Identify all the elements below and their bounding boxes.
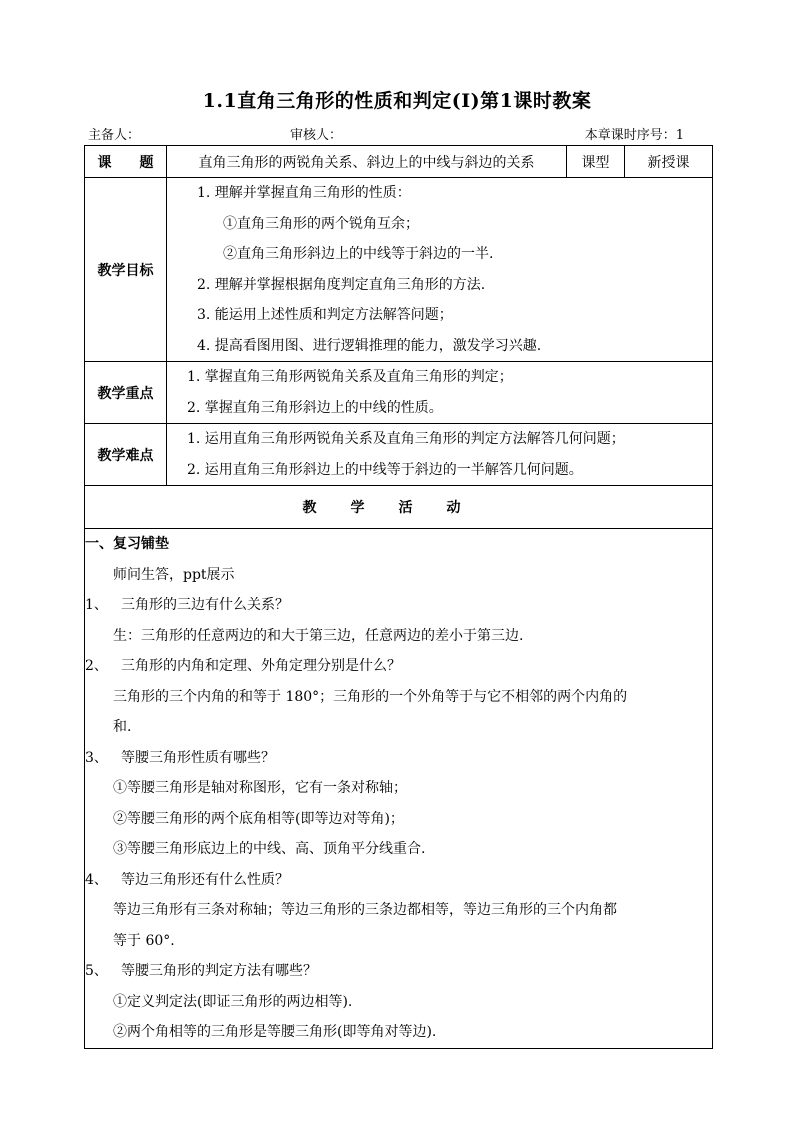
answer-line: ②两个角相等的三角形是等腰三角形(即等角对等边). xyxy=(113,1024,437,1040)
goal-line: 4. 提高看图用图、进行逻辑推理的能力，激发学习兴趣. xyxy=(197,337,542,354)
answer-line: 三角形的三个内角的和等于 180°；三角形的一个外角等于与它不相邻的两个内角的 xyxy=(113,688,628,705)
preparer-label: 主备人： xyxy=(88,128,141,143)
question-item xyxy=(85,956,712,987)
key-point-line: 2. 掌握直角三角形斜边上的中线的性质。 xyxy=(187,399,443,416)
goals-content xyxy=(167,178,713,362)
meta-row xyxy=(88,124,710,144)
question-text: 等边三角形还有什么性质？ xyxy=(121,871,289,888)
question-text: 三角形的内角和定理、外角定理分别是什么？ xyxy=(121,658,401,674)
activity-line: 师问生答，ppt展示 xyxy=(113,566,235,583)
activity-header: 教学活动 xyxy=(85,486,713,529)
answer-line: 等于 60°. xyxy=(113,932,175,949)
question-number: 2、 xyxy=(85,658,108,674)
goal-line: 2. 理解并掌握根据角度判定直角三角形的方法. xyxy=(197,276,486,293)
document-title: 1.1直角三角形的性质和判定(Ⅰ)第1课时教案 xyxy=(202,90,592,112)
topic-value: 直角三角形的两锐角关系、斜边上的中线与斜边的关系 xyxy=(167,146,567,178)
question-text: 三角形的三边有什么关系？ xyxy=(121,597,289,613)
answer-line: 等边三角形有三条对称轴；等边三角形的三条边都相等，等边三角形的三个内角都 xyxy=(113,902,617,918)
key-points-row xyxy=(85,362,713,424)
goal-line: ①直角三角形的两个锐角互余； xyxy=(223,215,419,232)
section-heading: 一、复习铺垫 xyxy=(85,536,169,552)
question-number: 3、 xyxy=(85,749,108,766)
answer-line: 和. xyxy=(113,719,132,735)
difficulties-content xyxy=(167,424,713,486)
goals-row xyxy=(85,178,713,362)
question-text: 等腰三角形性质有哪些？ xyxy=(121,749,275,766)
reviewer-label: 审核人： xyxy=(290,128,343,143)
key-points-content xyxy=(167,362,713,424)
question-item xyxy=(85,651,712,682)
lesson-number: 本章课时序号：1 xyxy=(584,128,684,143)
question-item xyxy=(85,590,712,621)
answer-line: ②等腰三角形的两个底角相等(即等边对等角)； xyxy=(113,810,404,827)
activity-content xyxy=(85,529,713,1049)
key-points-label: 教学重点 xyxy=(85,362,167,424)
difficulty-line: 2. 运用直角三角形斜边上的中线等于斜边的一半解答几何问题。 xyxy=(187,461,583,478)
question-item xyxy=(85,743,712,774)
answer-line: 生：三角形的任意两边的和大于第三边，任意两边的差小于第三边. xyxy=(113,627,524,644)
goal-line: ②直角三角形斜边上的中线等于斜边的一半. xyxy=(223,246,494,262)
goals-label: 教学目标 xyxy=(85,178,167,362)
lesson-type-label: 课型 xyxy=(567,146,625,178)
lesson-type-value: 新授课 xyxy=(625,146,713,178)
difficulties-row xyxy=(85,424,713,486)
question-item xyxy=(85,865,712,896)
topic-row xyxy=(85,146,713,178)
difficulties-label: 教学难点 xyxy=(85,424,167,486)
question-number: 5、 xyxy=(85,963,108,979)
answer-line: ①等腰三角形是轴对称图形，它有一条对称轴； xyxy=(113,780,407,796)
activity-row xyxy=(85,529,713,1049)
question-number: 1、 xyxy=(85,597,108,613)
lesson-plan-table xyxy=(84,145,713,1049)
activity-header-row xyxy=(85,486,713,529)
answer-line: ①定义判定法(即证三角形的两边相等). xyxy=(113,993,353,1010)
difficulty-line: 1. 运用直角三角形两锐角关系及直角三角形的判定方法解答几何问题； xyxy=(187,431,625,447)
question-number: 4、 xyxy=(85,871,108,888)
answer-line: ③等腰三角形底边上的中线、高、顶角平分线重合. xyxy=(113,841,426,857)
goal-line: 3. 能运用上述性质和判定方法解答问题； xyxy=(197,307,453,323)
goal-line: 1. 理解并掌握直角三角形的性质： xyxy=(197,185,411,201)
key-point-line: 1. 掌握直角三角形两锐角关系及直角三角形的判定； xyxy=(187,369,513,385)
question-text: 等腰三角形的判定方法有哪些？ xyxy=(121,963,317,979)
topic-label: 课 题 xyxy=(85,146,167,178)
